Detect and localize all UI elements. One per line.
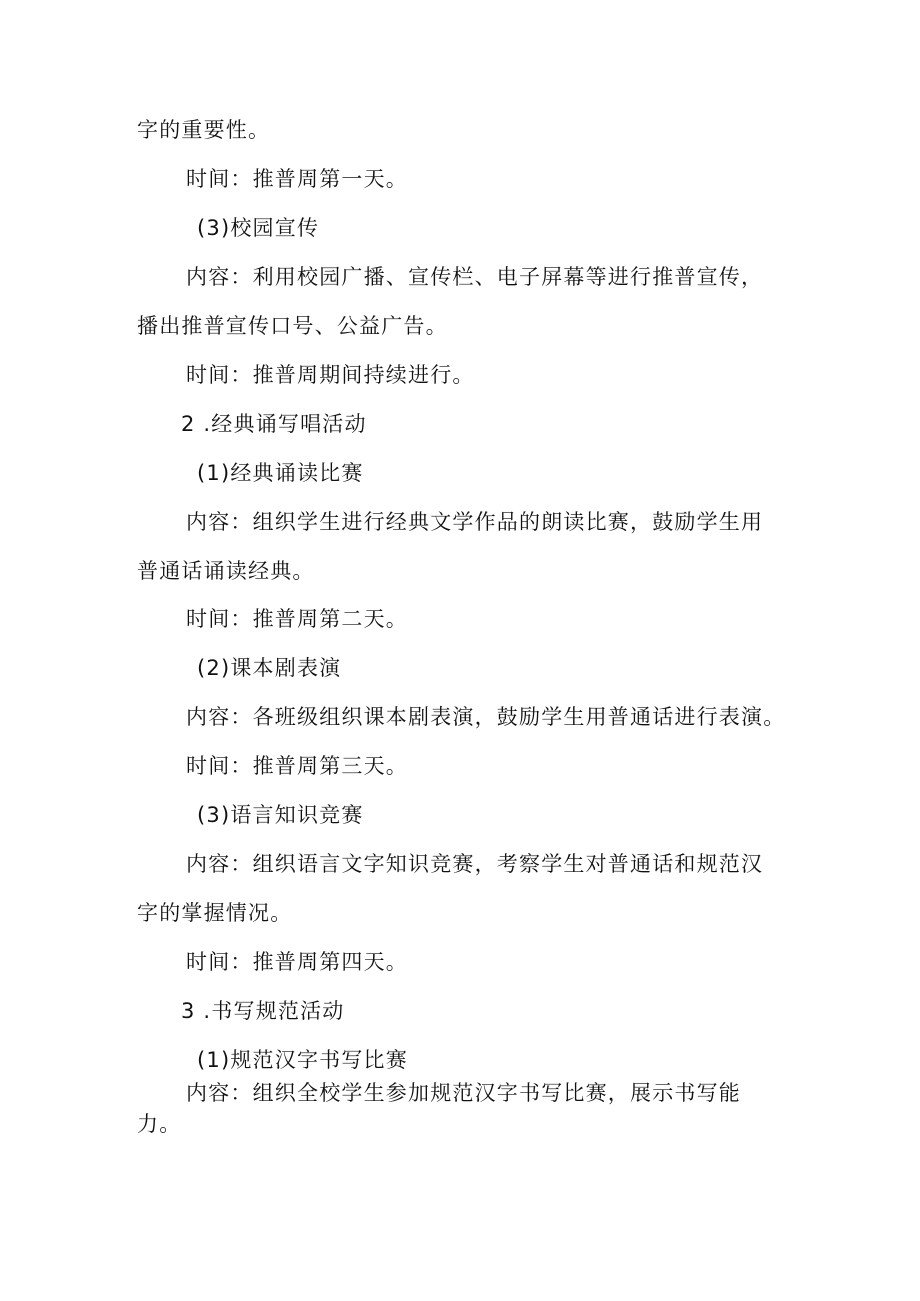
section-heading: (3)校园宣传	[197, 216, 320, 240]
paragraph-line: 时间：推普周第三天。	[186, 754, 408, 778]
paragraph-line: 内容：组织学生进行经典文学作品的朗读比赛，鼓励学生用	[186, 510, 764, 534]
paragraph-line: 力。	[137, 1112, 182, 1136]
section-heading: (2)课本剧表演	[197, 656, 342, 680]
paragraph-line: 内容：组织全校学生参加规范汉字书写比赛，展示书写能	[186, 1081, 741, 1105]
paragraph-line: 普通话诵读经典。	[137, 559, 315, 583]
paragraph-line: 时间：推普周第一天。	[186, 167, 408, 191]
paragraph-line: 时间：推普周第四天。	[186, 950, 408, 974]
paragraph-line: 时间：推普周第二天。	[186, 607, 408, 631]
paragraph-line: 内容：各班级组织课本剧表演，鼓励学生用普通话进行表演。	[186, 705, 786, 729]
paragraph-line: 内容：组织语言文字知识竞赛，考察学生对普通话和规范汉	[186, 852, 764, 876]
section-heading: 3 .书写规范活动	[181, 999, 345, 1023]
section-heading: 2 .经典诵写唱活动	[181, 412, 367, 436]
section-heading: (1)经典诵读比赛	[197, 461, 364, 485]
paragraph-line: 播出推普宣传口号、公益广告。	[137, 314, 448, 338]
paragraph-line: 字的掌握情况。	[137, 901, 293, 925]
section-heading: (3)语言知识竞赛	[197, 803, 364, 827]
paragraph-line: 字的重要性。	[137, 118, 271, 142]
section-heading: (1)规范汉字书写比赛	[197, 1048, 408, 1072]
paragraph-line: 内容：利用校园广播、宣传栏、电子屏幕等进行推普宣传，	[186, 265, 764, 289]
paragraph-line: 时间：推普周期间持续进行。	[186, 363, 475, 387]
